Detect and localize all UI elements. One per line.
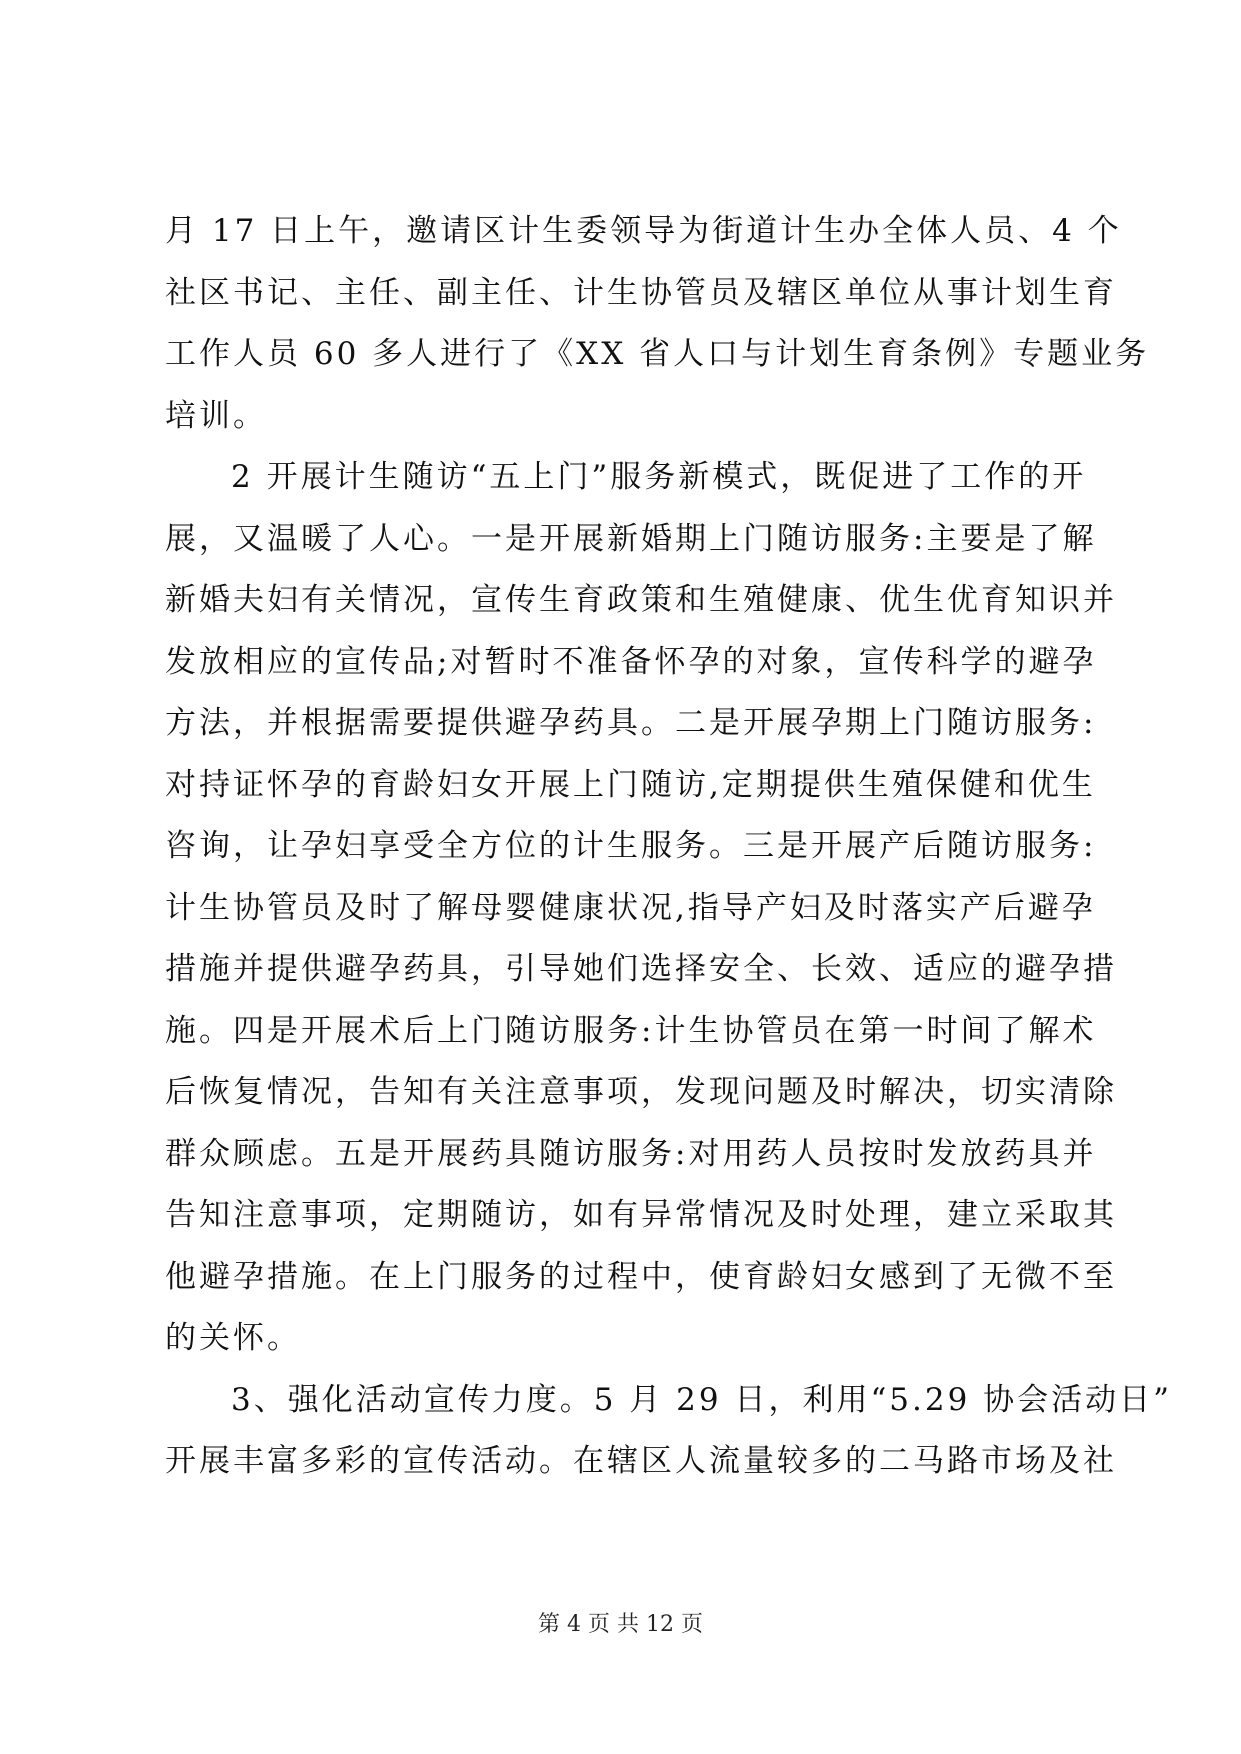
text-line: 工作人员 60 多人进行了《XX 省人口与计划生育条例》专题业务 [165,336,1150,372]
text-line: 培训。 [165,397,267,434]
text-line: 后恢复情况，告知有关注意事项，发现问题及时解决，切实清除 [165,1074,1117,1110]
text-line: 咨询，让孕妇享受全方位的计生服务。三是开展产后随访服务: [165,828,1097,864]
text-line: 新婚夫妇有关情况，宣传生育政策和生殖健康、优生优育知识并 [165,582,1117,618]
text-line: 计生协管员及时了解母婴健康状况,指导产妇及时落实产后避孕 [165,889,1096,926]
text-line: 月 17 日上午，邀请区计生委领导为街道计生办全体人员、4 个 [165,213,1122,249]
text-line: 群众顾虑。五是开展药具随访服务:对用药人员按时发放药具并 [165,1135,1097,1172]
text-line: 社区书记、主任、副主任、计生协管员及辖区单位从事计划生育 [165,274,1117,311]
paragraph-start-line: 2 开展计生随访“五上门”服务新模式，既促进了工作的开 [231,459,1087,495]
text-line: 发放相应的宣传品;对暂时不准备怀孕的对象，宣传科学的避孕 [165,643,1097,680]
text-line: 对持证怀孕的育龄妇女开展上门随访,定期提供生殖保健和优生 [165,766,1096,803]
text-line: 方法，并根据需要提供避孕药具。二是开展孕期上门随访服务: [165,705,1097,741]
body-text [165,201,1173,1493]
text-line: 开展丰富多彩的宣传活动。在辖区人流量较多的二马路市场及社 [165,1443,1117,1479]
page-number-footer: 第 4 页 共 12 页 [538,1612,703,1637]
text-line: 施。四是开展术后上门随访服务:计生协管员在第一时间了解术 [165,1012,1097,1049]
paragraph-start-line: 3、强化活动宣传力度。5 月 29 日，利用“5.29 协会活动日” [231,1381,1173,1418]
text-line: 告知注意事项，定期随访，如有异常情况及时处理，建立采取其 [165,1197,1117,1233]
text-line: 展，又温暖了人心。一是开展新婚期上门随访服务:主要是了解 [165,520,1097,557]
text-line: 的关怀。 [165,1320,301,1356]
text-line: 措施并提供避孕药具，引导她们选择安全、长效、适应的避孕措 [165,951,1117,987]
text-line: 他避孕措施。在上门服务的过程中，使育龄妇女感到了无微不至 [165,1258,1117,1295]
